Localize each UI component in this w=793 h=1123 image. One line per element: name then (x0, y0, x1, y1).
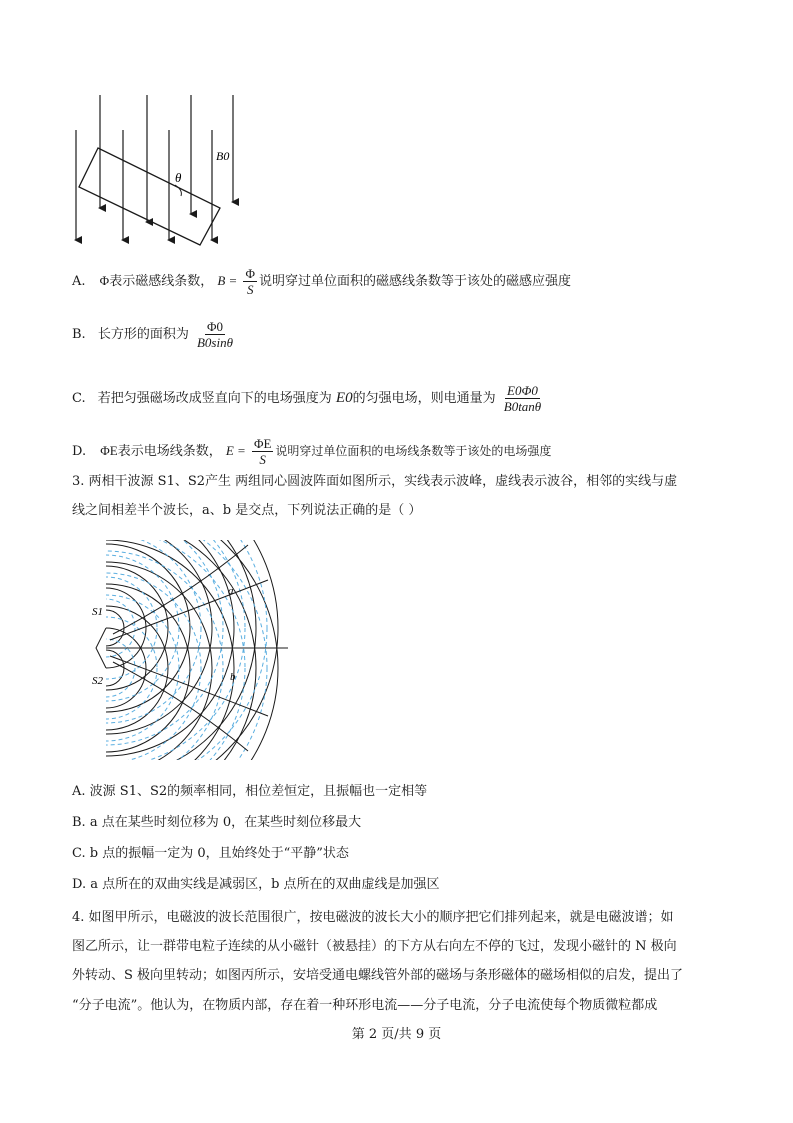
q3-stem-line2: 线之间相差半个波长，a、b 是交点，下列说法正确的是（ ） (72, 503, 422, 518)
q4-line4: “分子电流”。他认为，在物质内部，存在着一种环形电流——分子电流，分子电流使每个物质微粒都成 (72, 998, 658, 1013)
option-letter: C. (72, 391, 86, 406)
point-b-label: b (230, 671, 236, 683)
equation-lhs: B = (217, 273, 238, 288)
figure-magnetic-flux (65, 90, 250, 250)
page-footer: 第 2 页/共 9 页 (351, 1027, 442, 1042)
s1-label: S1 (92, 606, 103, 618)
option-2a[interactable] (72, 266, 571, 297)
s2-label: S2 (92, 675, 103, 687)
fraction-phie-s: $\frac{\Phi E}{S}$ (253, 436, 272, 467)
option-text: 长方形的面积为 (97, 327, 189, 342)
phi-e-symbol: ΦE (100, 443, 118, 458)
option-2c[interactable] (72, 383, 545, 414)
option-3d[interactable]: D. a 点所在的双曲实线是减弱区，b 点所在的双曲虚线是加强区 (72, 877, 440, 892)
option-letter: A. (72, 274, 86, 289)
fraction-electric-flux: $\frac{E0\Phi 0}{B0\tan\theta}$ (503, 383, 542, 414)
figure-wave-interference (88, 540, 298, 760)
option-text: 说明穿过单位面积的电场线条数等于该处的电场强度 (275, 444, 552, 458)
theta-label: θ (175, 170, 182, 185)
option-2d[interactable] (72, 436, 551, 467)
phi-symbol: Φ (99, 273, 110, 288)
q4-line3: 外转动、S 极向里转动；如图丙所示，安培受通电螺线管外部的磁场与条形磁体的磁场相似的启发，提出了 (72, 968, 684, 983)
option-3a[interactable]: A. 波源 S1、S2的频率相同，相位差恒定，且振幅也一定相等 (72, 784, 428, 799)
option-text: 说明穿过单位面积的磁感线条数等于该处的磁感应强度 (258, 274, 571, 289)
option-3b[interactable]: B. a 点在某些时刻位移为 0，在某些时刻位移最大 (72, 815, 362, 830)
option-text: 表示磁感线条数， (109, 274, 214, 289)
equation-lhs: E = (225, 443, 246, 458)
option-text: 的匀强电场，则电通量为 (352, 391, 496, 406)
q4-line1: 4. 如图甲所示，电磁波的波长范围很广，按电磁波的波长大小的顺序把它们排列起来，就是电磁波谱；如 (72, 910, 674, 925)
option-letter: D. (72, 444, 87, 459)
option-text: 若把匀强磁场改成竖直向下的电场强度为 (97, 391, 332, 406)
e0-symbol: E0 (335, 390, 353, 406)
option-letter: B. (72, 327, 86, 342)
q3-stem-line1: 3. 两相干波源 S1、S2产生 两组同心圆波阵面如图所示，实线表示波峰，虚线表示波谷，相邻的实线与虚 (72, 474, 678, 489)
b0-label: B0 (216, 149, 230, 163)
option-2b[interactable] (72, 319, 237, 350)
option-text: 表示电场线条数， (117, 444, 222, 459)
fraction-phi-s: $\frac{\Phi}{S}$ (245, 266, 255, 297)
fraction-area: $\frac{\Phi 0}{B0\sin\theta}$ (196, 319, 233, 350)
point-a-label: a (228, 585, 234, 597)
option-3c[interactable]: C. b 点的振幅一定为 0，且始终处于“平静”状态 (72, 846, 349, 861)
q4-line2: 图乙所示，让一群带电粒子连续的从小磁针（被悬挂）的下方从右向左不停的飞过，发现小磁针的 N 极向 (72, 939, 677, 954)
